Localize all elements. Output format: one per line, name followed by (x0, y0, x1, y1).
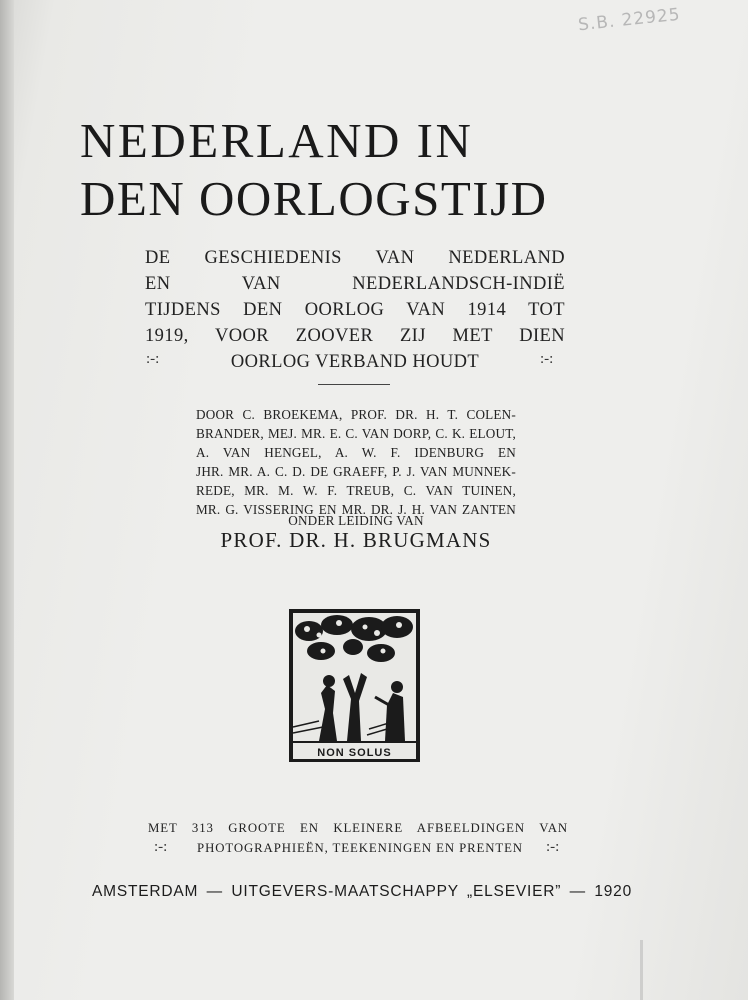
ornament-left-2: :-: (154, 839, 168, 855)
book-title-line-2: DEN OORLOGSTIJD (80, 171, 548, 226)
authors-line-5: REDE, MR. M. W. F. TREUB, C. VAN TUINEN, (196, 483, 516, 498)
paper-crease (640, 940, 643, 1000)
woodcut-caption: NON SOLUS (317, 747, 392, 759)
divider-rule (318, 384, 390, 385)
subtitle-line-5: OORLOG VERBAND HOUDT (230, 352, 480, 372)
illustrations-line-2: PHOTOGRAPHIEËN, TEEKENINGEN EN PRENTEN (197, 841, 523, 855)
book-title-line-1: NEDERLAND IN (80, 113, 474, 168)
authors-line-1: DOOR C. BROEKEMA, PROF. DR. H. T. COLEN- (196, 407, 516, 422)
authors-line-2: BRANDER, MEJ. MR. E. C. VAN DORP, C. K. ELOUT, (196, 426, 516, 441)
ornament-right: :-: (540, 351, 554, 367)
authors-line-3: A. VAN HENGEL, A. W. F. IDENBURG EN (196, 445, 516, 460)
subtitle-line-3: TIJDENS DEN OORLOG VAN 1914 TOT (145, 300, 565, 320)
publisher-imprint: AMSTERDAM — UITGEVERS-MAATSCHAPPY „ELSEVIER” — 1920 (92, 883, 632, 900)
ornament-left: :-: (146, 351, 160, 367)
authors-line-6: MR. G. VISSERING EN MR. DR. J. H. VAN ZANTEN (196, 502, 516, 517)
woodcut-printer-mark-icon (289, 609, 420, 762)
page-edge-shadow (0, 0, 14, 1000)
subtitle-line-1: DE GESCHIEDENIS VAN NEDERLAND (145, 248, 565, 268)
ornament-right-2: :-: (546, 839, 560, 855)
subtitle-line-4: 1919, VOOR ZOOVER ZIJ MET DIEN (145, 326, 565, 346)
illustrations-line-1: MET 313 GROOTE EN KLEINERE AFBEELDINGEN VAN (148, 821, 568, 835)
authors-line-4: JHR. MR. A. C. D. DE GRAEFF, P. J. VAN MUNNEK- (196, 464, 516, 479)
authors-line-7: ONDER LEIDING VAN (288, 513, 424, 528)
editor-name: PROF. DR. H. BRUGMANS (220, 528, 492, 552)
library-stamp: S.B. 22925 (577, 4, 682, 36)
subtitle-line-2: EN VAN NEDERLANDSCH-INDIË (145, 274, 565, 294)
